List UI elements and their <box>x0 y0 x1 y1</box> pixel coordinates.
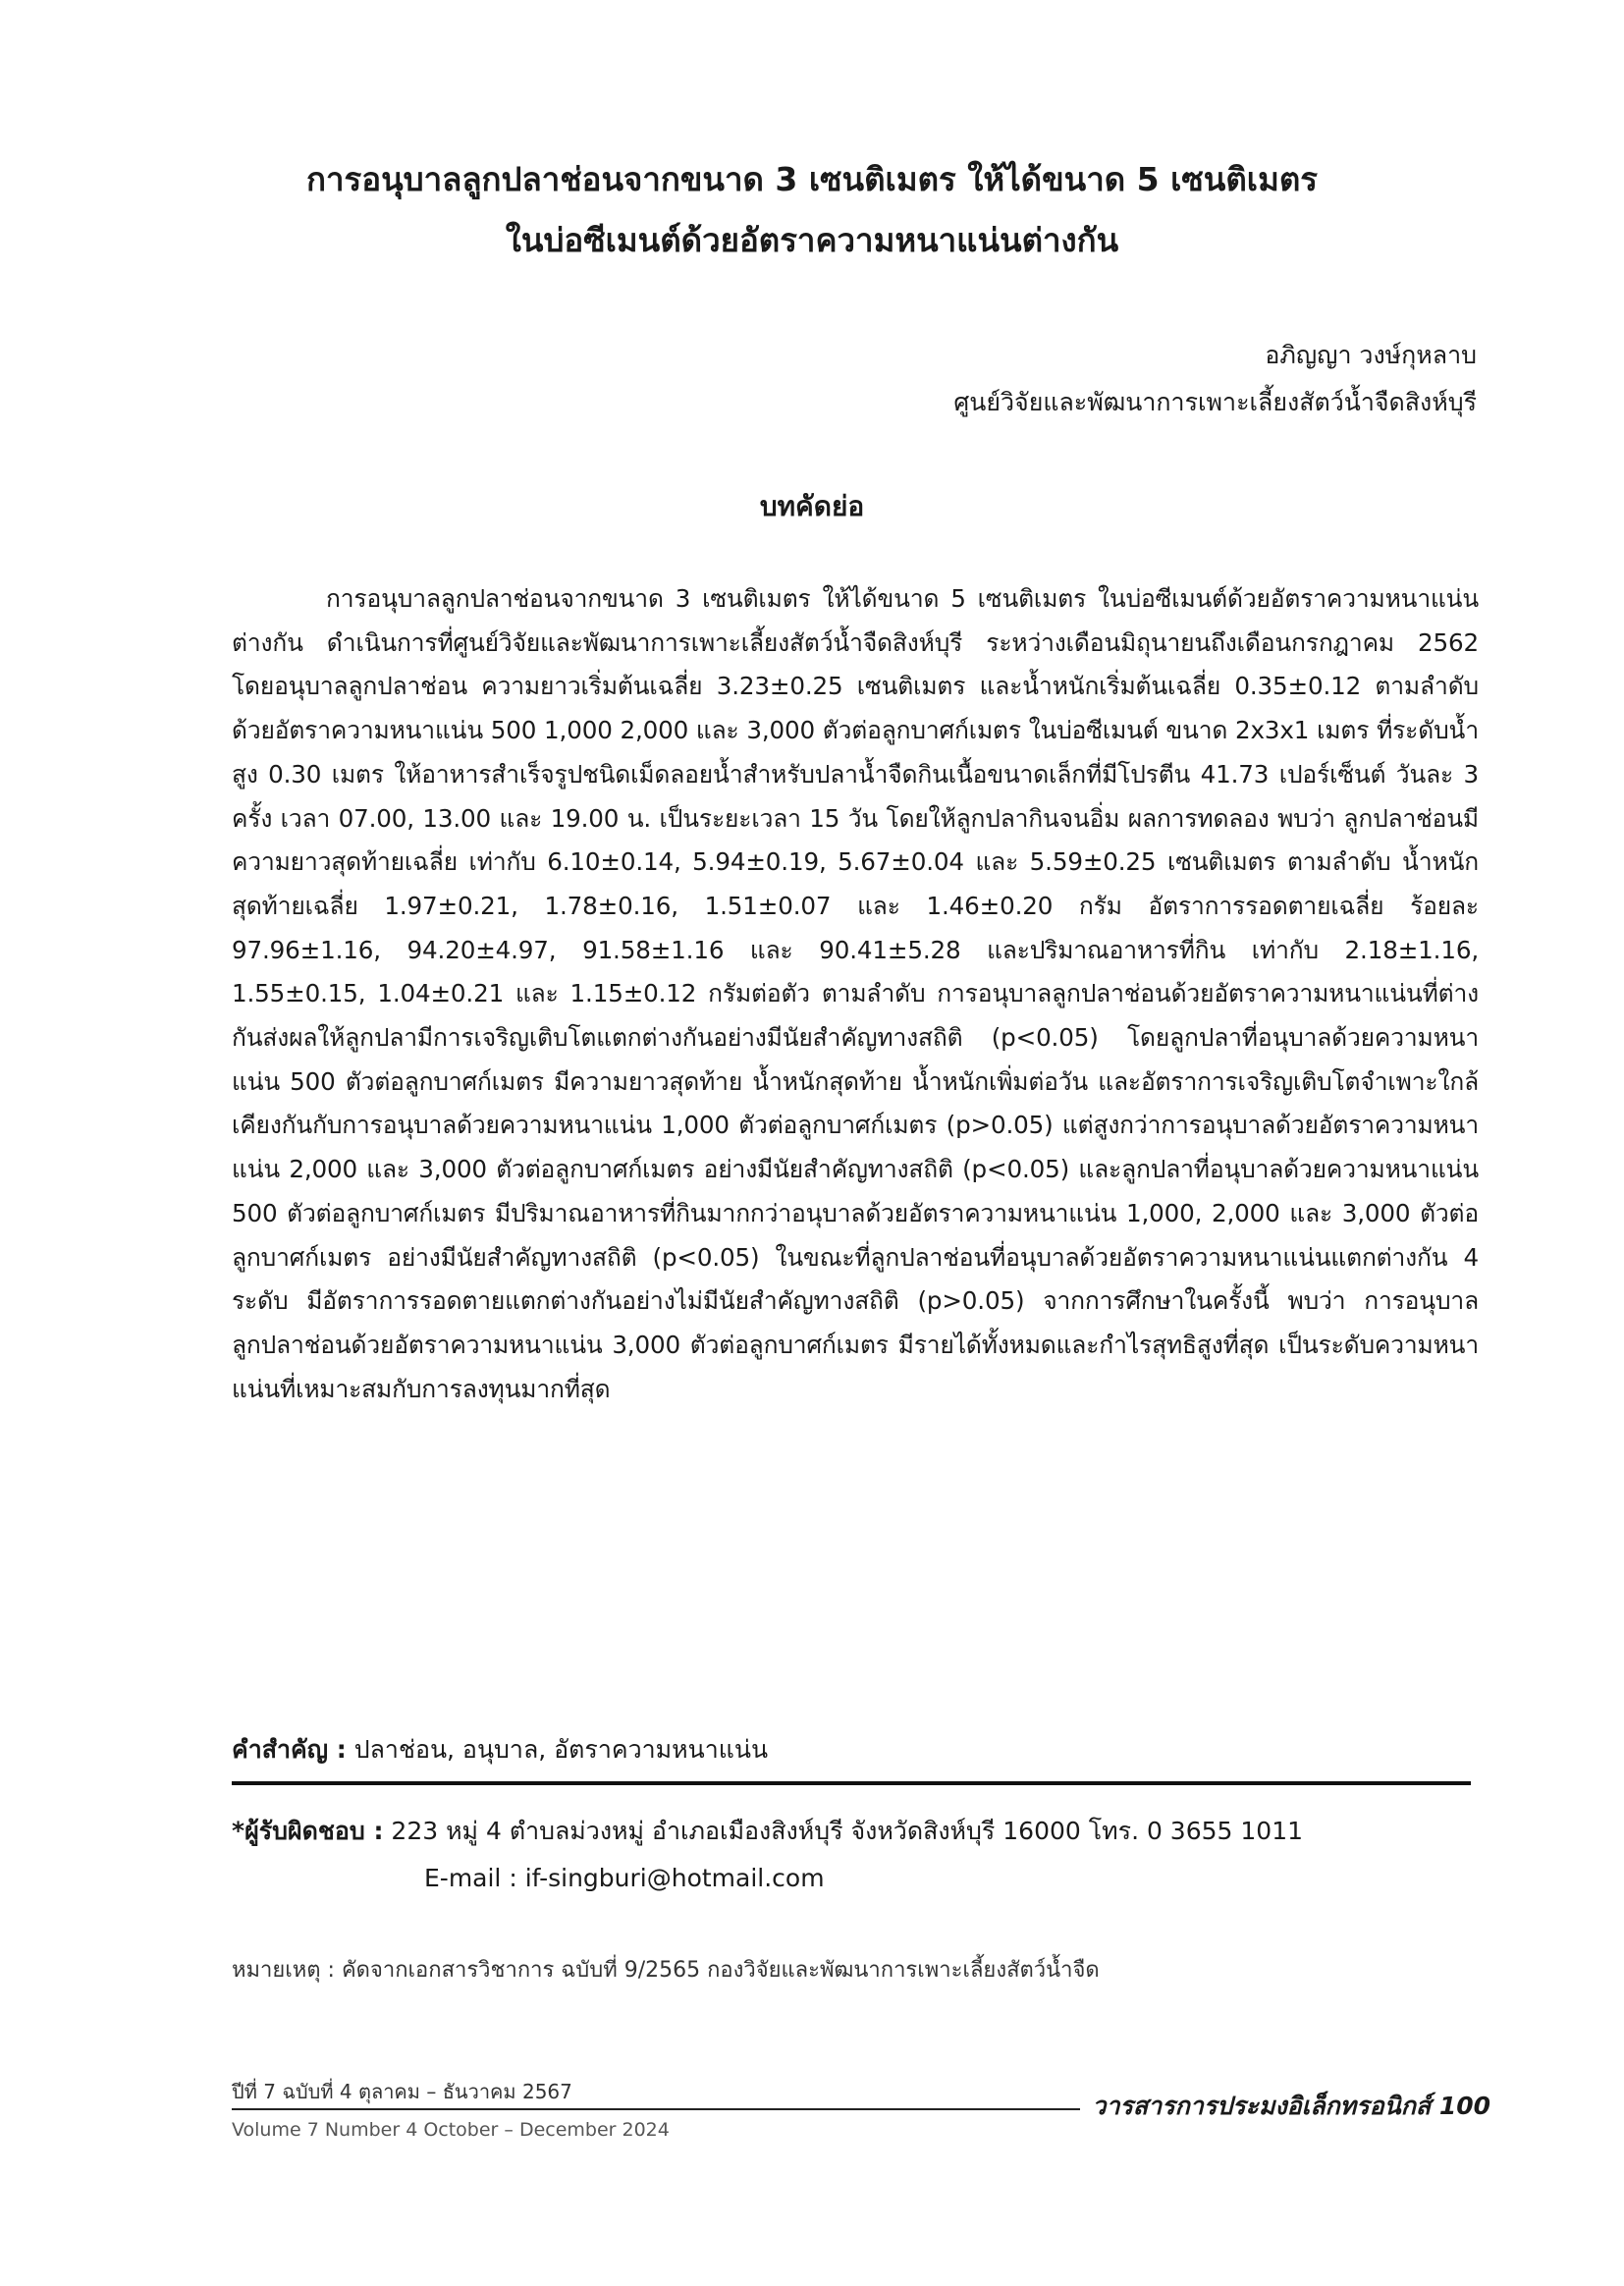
author-name: อภิญญา วงษ์กุหลาบ <box>1265 341 1477 369</box>
page-number: 100 <box>1438 2092 1490 2120</box>
author-block <box>953 332 1477 426</box>
journal-name: วารสารการประมงอิเล็กทรอนิกส์ <box>1092 2092 1432 2120</box>
corresponding-address: 223 หมู่ 4 ตำบลม่วงหมู่ อำเภอเมืองสิงห์บุรี จังหวัดสิงห์บุรี 16000 โทร. 0 3655 1011 <box>383 1817 1304 1845</box>
footer-divider <box>232 2108 1080 2110</box>
keywords-label: คำสำคัญ : <box>232 1735 347 1764</box>
footer-journal <box>1092 2090 1490 2123</box>
paper-title <box>147 149 1477 271</box>
corresponding-email: E-mail : if-singburi@hotmail.com <box>424 1864 825 1892</box>
title-line-1: การอนุบาลลูกปลาช่อนจากขนาด 3 เซนติเมตร ให้ได้ขนาด 5 เซนติเมตร <box>306 160 1318 198</box>
abstract-heading: บทคัดย่อ <box>759 490 865 522</box>
abstract-body: การอนุบาลลูกปลาช่อนจากขนาด 3 เซนติเมตร ให้ได้ขนาด 5 เซนติเมตร ในบ่อซีเมนต์ด้วยอัตราความหนาแน่นต่างกัน ดำเนินการที่ศูนย์วิจัยและพัฒนาการเพาะเลี้ยงสัตว์น้ำจืดสิงห์บุรี ระหว่างเดือนมิถุนายนถึงเดือนกรกฎาคม 2562 โดยอนุบาลลูกปลาช่อน ความยาวเริ่มต้นเฉลี่ย 3.23±0.25 เซนติเมตร และน้ำหนักเริ่มต้นเฉลี่ย 0.35±0.12 ตามลำดับ ด้วยอัตราความหนาแน่น 500 1,000 2,000 และ 3,000 ตัวต่อลูกบาศก์เมตร ในบ่อซีเมนต์ ขนาด 2x3x1 เมตร ที่ระดับน้ำสูง 0.30 เมตร ให้อาหารสำเร็จรูปชนิดเม็ดลอยน้ำสำหรับปลาน้ำจืดกินเนื้อขนาดเล็กที่มีโปรตีน 41.73 เปอร์เซ็นต์ วันละ 3 ครั้ง เวลา 07.00, 13.00 และ 19.00 น. เป็นระยะเวลา 15 วัน โดยให้ลูกปลากินจนอิ่ม ผลการทดลอง พบว่า ลูกปลาช่อนมีความยาวสุดท้ายเฉลี่ย เท่ากับ 6.10±0.14, 5.94±0.19, 5.67±0.04 และ 5.59±0.25 เซนติเมตร ตามลำดับ น้ำหนักสุดท้ายเฉลี่ย 1.97±0.21, 1.78±0.16, 1.51±0.07 และ 1.46±0.20 กรัม อัตราการรอดตายเฉลี่ย ร้อยละ 97.96±1.16, 94.20±4.97, 91.58±1.16 และ 90.41±5.28 และปริมาณอาหารที่กิน เท่ากับ 2.18±1.16, 1.55±0.15, 1.04±0.21 และ 1.15±0.12 กรัมต่อตัว ตามลำดับ การอนุบาลลูกปลาช่อนด้วยอัตราความหนาแน่นที่ต่างกันส่งผลให้ลูกปลามีการเจริญเติบโตแตกต่างกันอย่างมีนัยสำคัญทางสถิติ (p<0.05) โดยลูกปลาที่อนุบาลด้วยความหนาแน่น 500 ตัวต่อลูกบาศก์เมตร มีความยาวสุดท้าย น้ำหนักสุดท้าย น้ำหนักเพิ่มต่อวัน และอัตราการเจริญเติบโตจำเพาะใกล้เคียงกันกับการอนุบาลด้วยความหนาแน่น 1,000 ตัวต่อลูกบาศก์เมตร (p>0.05) แต่สูงกว่าการอนุบาลด้วยอัตราความหนาแน่น 2,000 และ 3,000 ตัวต่อลูกบาศก์เมตร อย่างมีนัยสำคัญทางสถิติ (p<0.05) และลูกปลาที่อนุบาลด้วยความหนาแน่น 500 ตัวต่อลูกบาศก์เมตร มีปริมาณอาหารที่กินมากกว่าอนุบาลด้วยอัตราความหนาแน่น 1,000, 2,000 และ 3,000 ตัวต่อลูกบาศก์เมตร อย่างมีนัยสำคัญทางสถิติ (p<0.05) ในขณะที่ลูกปลาช่อนที่อนุบาลด้วยอัตราความหนาแน่นแตกต่างกัน 4 ระดับ มีอัตราการรอดตายแตกต่างกันอย่างไม่มีนัยสำคัญทางสถิติ (p>0.05) จากการศึกษาในครั้งนี้ พบว่า การอนุบาลลูกปลาช่อนด้วยอัตราความหนาแน่น 3,000 ตัวต่อลูกบาศก์เมตร มีรายได้ทั้งหมดและกำไรสุทธิสูงที่สุด เป็นระดับความหนาแน่นที่เหมาะสมกับการลงทุนมากที่สุด <box>232 584 1479 1403</box>
title-line-2: ในบ่อซีเมนต์ด้วยอัตราความหนาแน่นต่างกัน <box>505 221 1119 259</box>
keywords-text: ปลาช่อน, อนุบาล, อัตราความหนาแน่น <box>346 1735 769 1764</box>
section-divider <box>232 1781 1471 1785</box>
footer-issue-thai: ปีที่ 7 ฉบับที่ 4 ตุลาคม – ธันวาคม 2567 <box>232 2080 572 2103</box>
corresponding-label: *ผู้รับผิดชอบ : <box>232 1817 384 1845</box>
author-affiliation: ศูนย์วิจัยและพัฒนาการเพาะเลี้ยงสัตว์น้ำจืดสิงห์บุรี <box>953 388 1477 416</box>
source-note: หมายเหตุ : คัดจากเอกสารวิชาการ ฉบับที่ 9/2565 กองวิจัยและพัฒนาการเพาะเลี้ยงสัตว์น้ำจืด <box>232 1958 1100 1983</box>
corresponding-author <box>232 1809 1303 1854</box>
footer-issue-english: Volume 7 Number 4 October – December 2024 <box>232 2119 670 2141</box>
keywords <box>232 1730 768 1769</box>
